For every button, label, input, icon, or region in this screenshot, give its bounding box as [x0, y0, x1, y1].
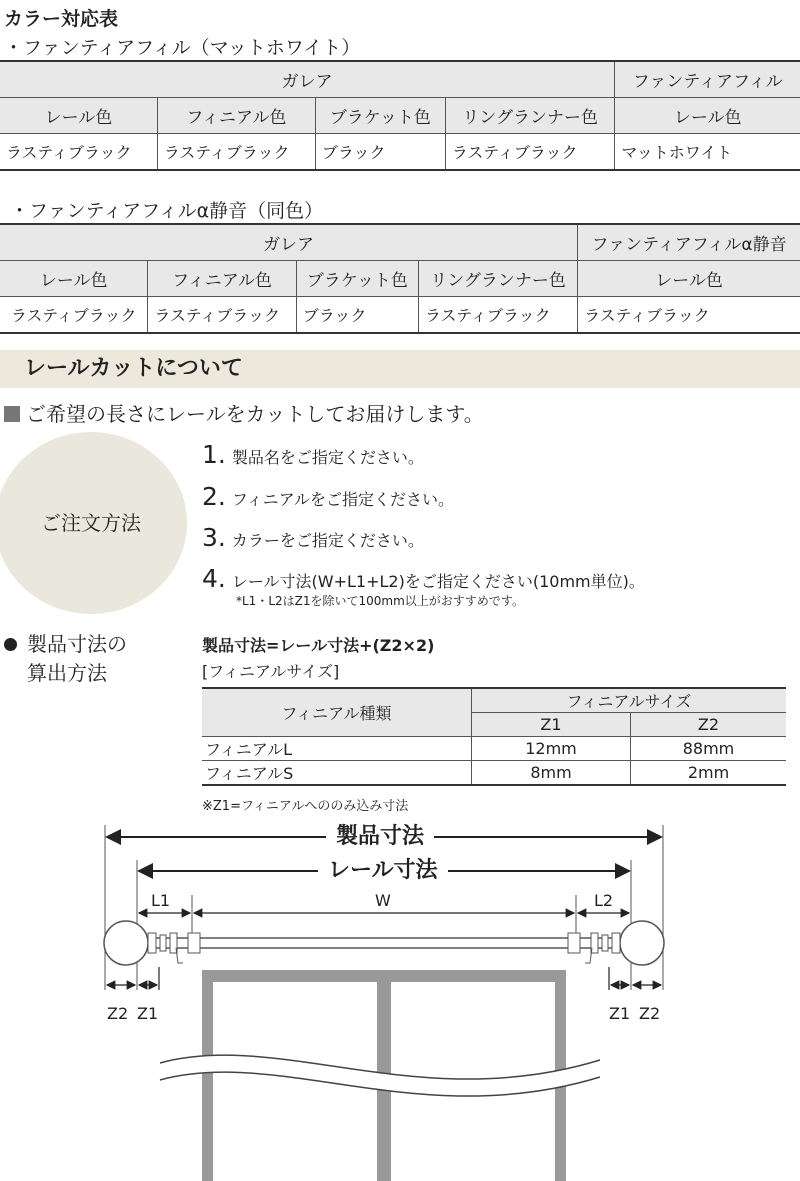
z1-cell: 12mm: [472, 737, 631, 761]
finial-size-note: ※Z1=フィニアルへののみ込み寸法: [202, 799, 409, 814]
value-cell: ブラック: [315, 134, 445, 171]
z2-cell: 2mm: [631, 761, 787, 786]
step-note: *L1・L2はZ1を除いて100mm以上がおすすめです。: [236, 594, 524, 608]
z2-label-right: Z2: [639, 1004, 661, 1023]
step-number: 3.: [202, 523, 226, 552]
step-text: フィニアルをご指定ください。: [231, 490, 454, 509]
step-number: 4.: [202, 564, 226, 593]
value-cell: ラスティブラック: [578, 297, 800, 334]
header-rail-color: レール色: [615, 98, 800, 134]
header-z2: Z2: [631, 713, 787, 737]
header-rail-color: レール色: [0, 98, 157, 134]
size-formula: 製品寸法=レール寸法+(Z2×2): [202, 636, 435, 655]
order-method-badge: ご注文方法: [0, 432, 187, 614]
page-title: カラー対応表: [4, 8, 119, 30]
header-rail-color: レール色: [578, 261, 800, 297]
value-cell: ラスティブラック: [148, 297, 296, 334]
z1-label-left: Z1: [137, 1004, 159, 1023]
order-step: [202, 482, 454, 511]
finial-type-cell: フィニアルL: [202, 737, 472, 761]
group-fantia-alpha: ファンティアフィルα静音: [578, 224, 800, 261]
product-name-2: ・ファンティアフィルα静音（同色）: [10, 200, 324, 222]
order-step: [202, 440, 424, 469]
value-cell: ラスティブラック: [445, 134, 614, 171]
step-text: レール寸法(W+L1+L2)をご指定ください(10mm単位)。: [231, 572, 645, 591]
header-finial-color: フィニアル色: [148, 261, 296, 297]
order-step: [202, 564, 645, 593]
header-ring-runner-color: リングランナー色: [445, 98, 614, 134]
lead-text: ご希望の長さにレールをカットしてお届けします。: [26, 402, 484, 426]
header-z1: Z1: [472, 713, 631, 737]
value-cell: ラスティブラック: [157, 134, 315, 171]
section-heading-rail-cut: レールカットについて: [0, 350, 800, 388]
l1-label: L1: [151, 891, 171, 910]
value-cell: ラスティブラック: [0, 134, 157, 171]
finial-size-table: [202, 687, 786, 786]
product-dimension-label: 製品寸法: [326, 823, 434, 851]
step-number: 1.: [202, 440, 226, 469]
order-step: [202, 523, 424, 552]
calculation-label: [4, 630, 127, 688]
header-finial-size: フィニアルサイズ: [472, 688, 787, 713]
value-cell: ラスティブラック: [0, 297, 148, 334]
curtain-rail: [104, 921, 664, 965]
product-name-1: ・ファンティアフィル（マットホワイト）: [4, 37, 361, 59]
calc-label-1: 製品寸法の: [27, 632, 127, 656]
color-table-1: [0, 60, 800, 171]
value-cell: マットホワイト: [615, 134, 800, 171]
square-bullet-icon: [4, 406, 20, 422]
finial-size-label: [フィニアルサイズ]: [202, 662, 340, 681]
l2-label: L2: [594, 891, 614, 910]
header-finial-color: フィニアル色: [157, 98, 315, 134]
group-galea: ガレア: [0, 224, 578, 261]
group-galea: ガレア: [0, 61, 615, 98]
header-rail-color: レール色: [0, 261, 148, 297]
step-text: 製品名をご指定ください。: [231, 448, 424, 467]
z1-cell: 8mm: [472, 761, 631, 786]
header-finial-type: フィニアル種類: [202, 688, 472, 737]
z2-label-left: Z2: [107, 1004, 129, 1023]
rail-dimension-label: レール寸法: [318, 857, 448, 885]
calc-label-2: 算出方法: [27, 661, 107, 685]
z2-cell: 88mm: [631, 737, 787, 761]
header-ring-runner-color: リングランナー色: [418, 261, 577, 297]
color-table-2: [0, 223, 800, 334]
value-cell: ラスティブラック: [418, 297, 577, 334]
header-bracket-color: ブラケット色: [315, 98, 445, 134]
header-bracket-color: ブラケット色: [296, 261, 418, 297]
rail-cut-lead: [4, 398, 484, 427]
group-fantia: ファンティアフィル: [615, 61, 800, 98]
step-text: カラーをご指定ください。: [231, 531, 424, 550]
z1-label-right: Z1: [609, 1004, 631, 1023]
w-label: W: [375, 891, 391, 910]
value-cell: ブラック: [296, 297, 418, 334]
step-number: 2.: [202, 482, 226, 511]
finial-type-cell: フィニアルS: [202, 761, 472, 786]
bullet-icon: [4, 638, 17, 651]
